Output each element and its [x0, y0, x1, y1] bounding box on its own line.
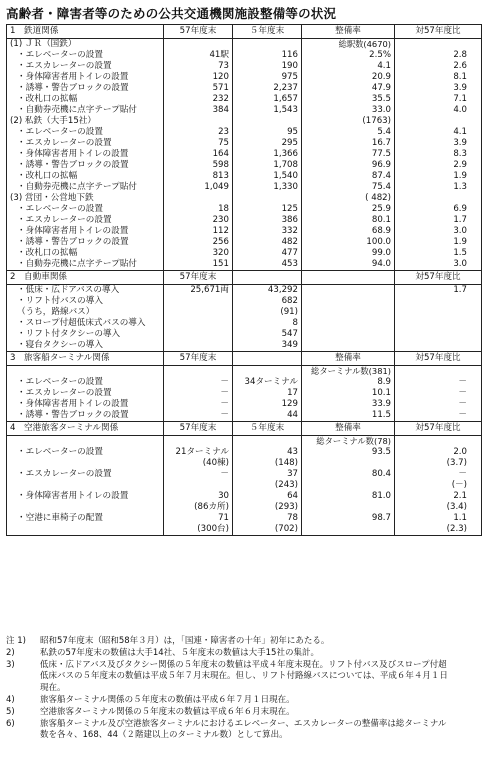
- table-row: [7, 513, 482, 524]
- ratio-value: [395, 39, 482, 51]
- table-row: [7, 138, 482, 149]
- ratio-value: [395, 318, 482, 329]
- column-header: 対57年度比: [395, 271, 482, 285]
- value-57: 256: [164, 237, 233, 248]
- rate-value: 2.5%: [302, 50, 395, 61]
- note-item: [6, 719, 450, 743]
- row-label: ・エスカレーターの設置: [7, 215, 164, 226]
- value-57: 320: [164, 248, 233, 259]
- note-label: 3): [6, 659, 15, 670]
- rate-value: 総ターミナル数(78): [302, 436, 395, 448]
- value-57: [164, 366, 233, 378]
- value-57: 18: [164, 204, 233, 215]
- rate-value: 81.0: [302, 491, 395, 502]
- value-h5: 78: [233, 513, 302, 524]
- value-57: 23: [164, 127, 233, 138]
- ratio-value: 1.9: [395, 237, 482, 248]
- table-row: [7, 248, 482, 259]
- value-h5: 453: [233, 259, 302, 271]
- ratio-value: 7.1: [395, 94, 482, 105]
- row-label: ・誘導・警告ブロックの設置: [7, 83, 164, 94]
- ratio-value: 3.9: [395, 138, 482, 149]
- value-h5: 1,540: [233, 171, 302, 182]
- table-row: [7, 285, 482, 297]
- ratio-value: 4.1: [395, 127, 482, 138]
- rate-value: [302, 329, 395, 340]
- note-text: 私鉄の57年度末の数値は大手14社、５年度末の数値は大手15社の集計。: [40, 647, 319, 658]
- table-row: [7, 329, 482, 340]
- rate-value: 4.1: [302, 61, 395, 72]
- ratio-value: －: [395, 377, 482, 388]
- value-h5: 547: [233, 329, 302, 340]
- rate-value: 75.4: [302, 182, 395, 193]
- note-text: 低床・広ドアバス及びタクシー関係の５年度末の数値は平成４年度末現在。リフト付バス及びスロープ付超低床バスの５年度末の数値は平成５年７月末現在。但し、リフト付路線バスについては、平成６年４月１日現在。: [40, 659, 448, 694]
- value-h5: (91): [233, 307, 302, 318]
- value-h5: 1,330: [233, 182, 302, 193]
- value-h5: 295: [233, 138, 302, 149]
- section-title: 1 鉄道関係: [7, 25, 164, 39]
- row-label: ・改札口の拡幅: [7, 171, 164, 182]
- row-label: ・エレベーターの設置: [7, 447, 164, 458]
- row-label: ・エスカレーターの設置: [7, 388, 164, 399]
- table-row: [7, 399, 482, 410]
- value-h5: 95: [233, 127, 302, 138]
- rate-value: [302, 285, 395, 297]
- rate-value: 総ターミナル数(381): [302, 366, 395, 378]
- value-57: 571: [164, 83, 233, 94]
- value-h5: 682: [233, 296, 302, 307]
- table-row: [7, 480, 482, 491]
- table-row: [7, 94, 482, 105]
- value-57: (40棟): [164, 458, 233, 469]
- section-header-row: [7, 271, 482, 285]
- ratio-value: 1.3: [395, 182, 482, 193]
- section-header-row: [7, 422, 482, 436]
- value-57: [164, 340, 233, 352]
- rate-value: 99.0: [302, 248, 395, 259]
- note-text: 旅客船ターミナル関係の５年度末の数値は平成６年７月１日現在。: [40, 694, 295, 705]
- rate-value: 11.5: [302, 410, 395, 422]
- section-header-row: [7, 25, 482, 39]
- ratio-value: (2.3): [395, 524, 482, 536]
- rate-value: 5.4: [302, 127, 395, 138]
- ratio-value: 1.7: [395, 285, 482, 297]
- row-label: ・エレベーターの設置: [7, 377, 164, 388]
- table-row: [7, 259, 482, 271]
- ratio-value: －: [395, 399, 482, 410]
- note-item: [6, 695, 450, 707]
- ratio-value: －: [395, 410, 482, 422]
- rate-value: 総駅数(4670): [302, 39, 395, 51]
- value-h5: 44: [233, 410, 302, 422]
- ratio-value: 1.7: [395, 215, 482, 226]
- column-header: [233, 352, 302, 366]
- value-h5: (702): [233, 524, 302, 536]
- note-text: 昭和57年度末（昭和58年３月）は，「国連・障害者の十年」初年にあたる。: [40, 636, 330, 646]
- value-h5: 2,237: [233, 83, 302, 94]
- table-row: [7, 50, 482, 61]
- ratio-value: [395, 116, 482, 127]
- ratio-value: －: [395, 469, 482, 480]
- table-row: [7, 436, 482, 448]
- row-label: ・寝台タクシーの導入: [7, 340, 164, 352]
- ratio-value: 6.9: [395, 204, 482, 215]
- ratio-value: －: [395, 388, 482, 399]
- table-row: [7, 469, 482, 480]
- value-h5: [233, 366, 302, 378]
- value-h5: 129: [233, 399, 302, 410]
- ratio-value: 1.9: [395, 171, 482, 182]
- rate-value: 94.0: [302, 259, 395, 271]
- section-title: 4 空港旅客ターミナル関係: [7, 422, 164, 436]
- rate-value: [302, 340, 395, 352]
- value-57: [164, 480, 233, 491]
- rate-value: [302, 458, 395, 469]
- value-57: 71: [164, 513, 233, 524]
- value-57: [164, 329, 233, 340]
- value-h5: 1,657: [233, 94, 302, 105]
- value-57: 112: [164, 226, 233, 237]
- row-label: ・身体障害者用トイレの設置: [7, 399, 164, 410]
- value-57: 151: [164, 259, 233, 271]
- value-57: 1,049: [164, 182, 233, 193]
- table-row: [7, 204, 482, 215]
- table-row: [7, 127, 482, 138]
- table-row: [7, 491, 482, 502]
- ratio-value: [395, 193, 482, 204]
- value-57: －: [164, 388, 233, 399]
- table-row: [7, 388, 482, 399]
- table-row: [7, 366, 482, 378]
- value-h5: [233, 193, 302, 204]
- ratio-value: (3.4): [395, 502, 482, 513]
- value-57: 813: [164, 171, 233, 182]
- row-label: ・リフト付バスの導入: [7, 296, 164, 307]
- rate-value: 33.9: [302, 399, 395, 410]
- column-header: 57年度末: [164, 352, 233, 366]
- table-row: [7, 116, 482, 127]
- row-label: ・誘導・警告ブロックの設置: [7, 160, 164, 171]
- column-header: [233, 271, 302, 285]
- value-h5: 332: [233, 226, 302, 237]
- column-header: 対57年度比: [395, 422, 482, 436]
- row-label: [7, 366, 164, 378]
- ratio-value: [395, 307, 482, 318]
- row-label: ・空港に車椅子の配置: [7, 513, 164, 524]
- row-label: ・身体障害者用トイレの設置: [7, 72, 164, 83]
- value-h5: (293): [233, 502, 302, 513]
- row-label: ・リフト付タクシーの導入: [7, 329, 164, 340]
- value-57: [164, 318, 233, 329]
- row-label: ・身体障害者用トイレの設置: [7, 491, 164, 502]
- value-h5: 190: [233, 61, 302, 72]
- column-header: 57年度末: [164, 25, 233, 39]
- value-h5: 482: [233, 237, 302, 248]
- rate-value: [302, 318, 395, 329]
- row-label: ・改札口の拡幅: [7, 248, 164, 259]
- ratio-value: 3.0: [395, 259, 482, 271]
- table-row: [7, 182, 482, 193]
- table-row: [7, 171, 482, 182]
- column-header: 対57年度比: [395, 352, 482, 366]
- value-57: －: [164, 377, 233, 388]
- table-row: [7, 307, 482, 318]
- table-row: [7, 226, 482, 237]
- row-label: ・身体障害者用トイレの設置: [7, 226, 164, 237]
- note-item: [6, 648, 450, 660]
- table-row: [7, 237, 482, 248]
- rate-value: 25.9: [302, 204, 395, 215]
- value-h5: 1,543: [233, 105, 302, 116]
- ratio-value: 1.5: [395, 248, 482, 259]
- row-label: ・エレベーターの設置: [7, 127, 164, 138]
- value-h5: 349: [233, 340, 302, 352]
- column-header: 整備率: [302, 352, 395, 366]
- row-label: ・誘導・警告ブロックの設置: [7, 237, 164, 248]
- section-title: 3 旅客船ターミナル関係: [7, 352, 164, 366]
- ratio-value: 8.1: [395, 72, 482, 83]
- table-row: [7, 61, 482, 72]
- rate-value: ( 482): [302, 193, 395, 204]
- value-57: [164, 296, 233, 307]
- value-57: －: [164, 399, 233, 410]
- note-item: [6, 660, 450, 695]
- value-h5: 975: [233, 72, 302, 83]
- table-row: [7, 502, 482, 513]
- rate-value: 8.9: [302, 377, 395, 388]
- note-label: 4): [6, 694, 15, 705]
- rate-value: [302, 524, 395, 536]
- value-57: 25,671両: [164, 285, 233, 297]
- notes: [6, 636, 450, 742]
- row-label: (1) ＪＲ（国鉄）: [7, 39, 164, 51]
- table-row: [7, 340, 482, 352]
- row-label: [7, 524, 164, 536]
- column-header: 整備率: [302, 25, 395, 39]
- ratio-value: 3.0: [395, 226, 482, 237]
- section-header-row: [7, 352, 482, 366]
- facility-table: [6, 24, 482, 536]
- table-row: [7, 160, 482, 171]
- rate-value: 93.5: [302, 447, 395, 458]
- note-label: 6): [6, 718, 15, 729]
- note-label: 5): [6, 706, 15, 717]
- rate-value: 80.1: [302, 215, 395, 226]
- rate-value: 68.9: [302, 226, 395, 237]
- row-label: ・身体障害者用トイレの設置: [7, 149, 164, 160]
- row-label: (3) 営団・公営地下鉄: [7, 193, 164, 204]
- value-57: [164, 39, 233, 51]
- row-label: ・エレベーターの設置: [7, 204, 164, 215]
- note-label: 2): [6, 647, 15, 658]
- value-57: －: [164, 469, 233, 480]
- ratio-value: (3.7): [395, 458, 482, 469]
- value-57: [164, 193, 233, 204]
- value-h5: 43: [233, 447, 302, 458]
- value-57: 230: [164, 215, 233, 226]
- rate-value: [302, 480, 395, 491]
- column-header: 57年度末: [164, 422, 233, 436]
- row-label: ・低床・広ドアバスの導入: [7, 285, 164, 297]
- table-row: [7, 524, 482, 536]
- row-label: ・スロープ付超低床式バスの導入: [7, 318, 164, 329]
- row-label: [7, 480, 164, 491]
- table-row: [7, 458, 482, 469]
- ratio-value: (－): [395, 480, 482, 491]
- rate-value: (1763): [302, 116, 395, 127]
- row-label: [7, 436, 164, 448]
- table-row: [7, 215, 482, 226]
- rate-value: 98.7: [302, 513, 395, 524]
- row-label: [7, 502, 164, 513]
- value-57: 41駅: [164, 50, 233, 61]
- value-h5: [233, 39, 302, 51]
- value-57: 120: [164, 72, 233, 83]
- rate-value: 16.7: [302, 138, 395, 149]
- row-label: (2) 私鉄（大手15社）: [7, 116, 164, 127]
- table-row: [7, 193, 482, 204]
- ratio-value: 2.1: [395, 491, 482, 502]
- row-label: [7, 458, 164, 469]
- section-title: 2 自動車関係: [7, 271, 164, 285]
- table-row: [7, 377, 482, 388]
- value-57: 75: [164, 138, 233, 149]
- value-57: 232: [164, 94, 233, 105]
- value-57: [164, 307, 233, 318]
- value-h5: 386: [233, 215, 302, 226]
- row-label: （うち，路線バス）: [7, 307, 164, 318]
- value-57: 21ターミナル: [164, 447, 233, 458]
- value-h5: 1,708: [233, 160, 302, 171]
- table-row: [7, 83, 482, 94]
- rate-value: 10.1: [302, 388, 395, 399]
- table-row: [7, 447, 482, 458]
- value-h5: 17: [233, 388, 302, 399]
- table-row: [7, 72, 482, 83]
- table-row: [7, 318, 482, 329]
- row-label: ・エスカレーターの設置: [7, 469, 164, 480]
- note-label: 注 1): [6, 636, 26, 646]
- value-h5: 477: [233, 248, 302, 259]
- ratio-value: 2.8: [395, 50, 482, 61]
- note-text: 旅客船ターミナル及び空港旅客ターミナルにおけるエレベーター、エスカレーターの整備率は総ターミナル数を各々、168、44（２階建以上のターミナル数）として算出。: [40, 718, 447, 741]
- value-h5: (148): [233, 458, 302, 469]
- row-label: ・エスカレーターの設置: [7, 61, 164, 72]
- value-h5: 116: [233, 50, 302, 61]
- page-title: 高齢者・障害者等のための公共交通機関施設整備等の状況: [6, 6, 337, 21]
- value-h5: 125: [233, 204, 302, 215]
- value-57: 598: [164, 160, 233, 171]
- ratio-value: 1.1: [395, 513, 482, 524]
- row-label: ・エスカレーターの設置: [7, 138, 164, 149]
- value-57: 73: [164, 61, 233, 72]
- value-h5: 8: [233, 318, 302, 329]
- value-57: (300台): [164, 524, 233, 536]
- value-h5: [233, 436, 302, 448]
- value-h5: 43,292: [233, 285, 302, 297]
- table-row: [7, 105, 482, 116]
- value-57: 384: [164, 105, 233, 116]
- rate-value: [302, 307, 395, 318]
- row-label: ・エレベーターの設置: [7, 50, 164, 61]
- rate-value: 77.5: [302, 149, 395, 160]
- row-label: ・自動券売機に点字テープ貼付: [7, 259, 164, 271]
- row-label: ・誘導・警告ブロックの設置: [7, 410, 164, 422]
- table-row: [7, 149, 482, 160]
- rate-value: 20.9: [302, 72, 395, 83]
- ratio-value: [395, 366, 482, 378]
- table-row: [7, 410, 482, 422]
- ratio-value: 2.6: [395, 61, 482, 72]
- value-57: 164: [164, 149, 233, 160]
- column-header: 整備率: [302, 422, 395, 436]
- value-57: [164, 116, 233, 127]
- value-h5: 1,366: [233, 149, 302, 160]
- rate-value: 33.0: [302, 105, 395, 116]
- column-header: [302, 271, 395, 285]
- row-label: ・改札口の拡幅: [7, 94, 164, 105]
- note-text: 空港旅客ターミナル関係の５年度末の数値は平成６年６月末現在。: [40, 706, 295, 717]
- rate-value: 100.0: [302, 237, 395, 248]
- rate-value: 87.4: [302, 171, 395, 182]
- note-item: [6, 707, 450, 719]
- value-57: (86カ所): [164, 502, 233, 513]
- rate-value: 47.9: [302, 83, 395, 94]
- ratio-value: [395, 436, 482, 448]
- ratio-value: 2.0: [395, 447, 482, 458]
- rate-value: 96.9: [302, 160, 395, 171]
- rate-value: 35.5: [302, 94, 395, 105]
- ratio-value: [395, 340, 482, 352]
- value-57: 30: [164, 491, 233, 502]
- value-h5: (243): [233, 480, 302, 491]
- column-header: ５年度末: [233, 25, 302, 39]
- rate-value: [302, 502, 395, 513]
- value-h5: 64: [233, 491, 302, 502]
- column-header: 57年度末: [164, 271, 233, 285]
- value-h5: 37: [233, 469, 302, 480]
- ratio-value: 4.0: [395, 105, 482, 116]
- ratio-value: 8.3: [395, 149, 482, 160]
- column-header: 対57年度比: [395, 25, 482, 39]
- ratio-value: [395, 296, 482, 307]
- ratio-value: 3.9: [395, 83, 482, 94]
- table-row: [7, 39, 482, 51]
- ratio-value: [395, 329, 482, 340]
- rate-value: 80.4: [302, 469, 395, 480]
- value-h5: [233, 116, 302, 127]
- row-label: ・自動券売機に点字テープ貼付: [7, 105, 164, 116]
- value-57: [164, 436, 233, 448]
- table-row: [7, 296, 482, 307]
- ratio-value: 2.9: [395, 160, 482, 171]
- column-header: ５年度末: [233, 422, 302, 436]
- row-label: ・自動券売機に点字テープ貼付: [7, 182, 164, 193]
- rate-value: [302, 296, 395, 307]
- value-h5: 34ターミナル: [233, 377, 302, 388]
- value-57: －: [164, 410, 233, 422]
- note-item: [6, 636, 450, 648]
